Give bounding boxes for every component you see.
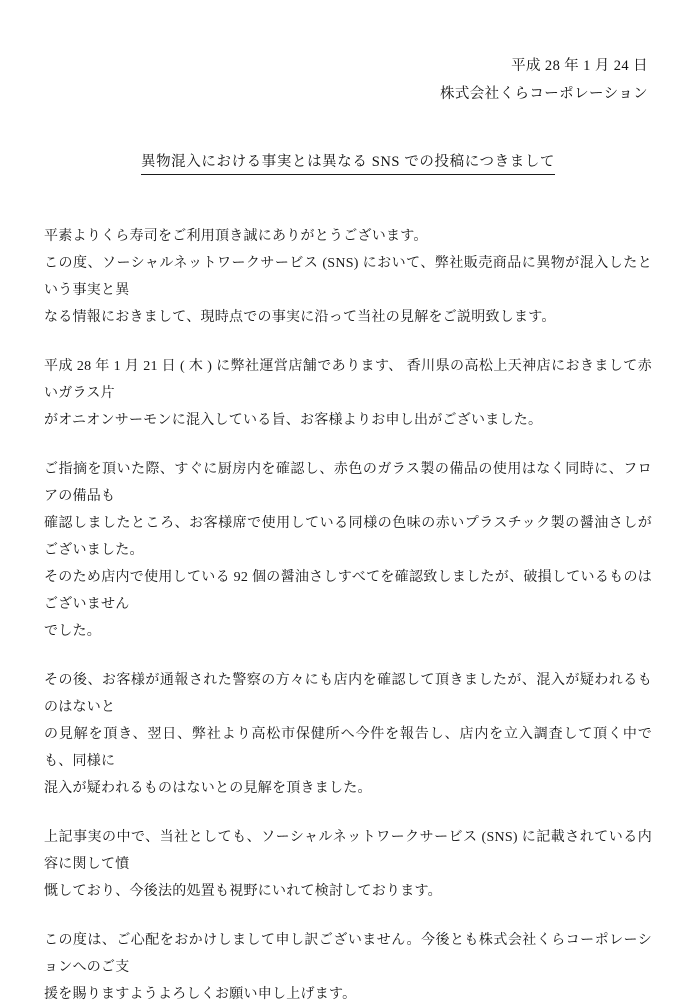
paragraph-line: 混入が疑われるものはないとの見解を頂きました。: [44, 781, 372, 796]
document-body: [44, 223, 652, 1008]
paragraph-line: 確認しましたところ、お客様席で使用している同様の色味の赤いプラスチック製の醤油さしがございました。: [44, 516, 652, 558]
paragraph-line: 平素よりくら寿司をご利用頂き誠にありがとうございます。: [44, 229, 428, 244]
paragraph-line: がオニオンサーモンに混入している旨、お客様よりお申し出がございました。: [44, 413, 543, 428]
document-date: 平成 28 年 1 月 24 日: [511, 58, 648, 74]
paragraph-line: 慨しており、今後法的処置も視野にいれて検討しております。: [44, 884, 442, 899]
paragraph-investigation: [44, 456, 652, 645]
paragraph-line: なる情報におきまして、現時点での事実に沿って当社の見解をご説明致します。: [44, 310, 556, 325]
paragraph-line: この度は、ご心配をおかけしまして申し訳ございません。今後とも株式会社くらコーポレーションへのご支: [44, 933, 652, 975]
paragraph-line: そのため店内で使用している 92 個の醤油さしすべてを確認致しましたが、破損しているものはございません: [44, 570, 652, 612]
paragraph-line: この度、ソーシャルネットワークサービス (SNS) において、弊社販売商品に異物が混入したという事実と異: [44, 256, 652, 298]
document-header: [44, 52, 648, 108]
paragraph-line: 上記事実の中で、当社としても、ソーシャルネットワークサービス (SNS) に記載されている内容に関して憤: [44, 830, 652, 872]
paragraph-line: ご指摘を頂いた際、すぐに厨房内を確認し、赤色のガラス製の備品の使用はなく同時に、フロアの備品も: [44, 462, 652, 504]
paragraph-closing: [44, 927, 652, 1008]
paragraph-line: でした。: [44, 624, 101, 639]
paragraph-police: [44, 667, 652, 802]
paragraph-line: の見解を頂き、翌日、弊社より高松市保健所へ今件を報告し、店内を立入調査して頂く中でも、同様に: [44, 727, 652, 769]
paragraph-line: その後、お客様が通報された警察の方々にも店内を確認して頂きましたが、混入が疑われるものはないと: [44, 673, 652, 715]
document-company-name: 株式会社くらコーポレーション: [439, 86, 648, 102]
paragraph-statement: [44, 824, 652, 905]
paragraph-line: 援を賜りますようよろしくお願い申し上げます。: [44, 987, 357, 1002]
document-title-wrapper: [44, 152, 652, 175]
page-title: 異物混入における事実とは異なる SNS での投稿につきまして: [141, 152, 555, 175]
paragraph-incident: [44, 353, 652, 434]
paragraph-line: 平成 28 年 1 月 21 日 ( 木 ) に弊社運営店舗であります、 香川県の高松上天神店におきまして赤いガラス片: [44, 359, 652, 401]
paragraph-greeting: [44, 223, 652, 331]
